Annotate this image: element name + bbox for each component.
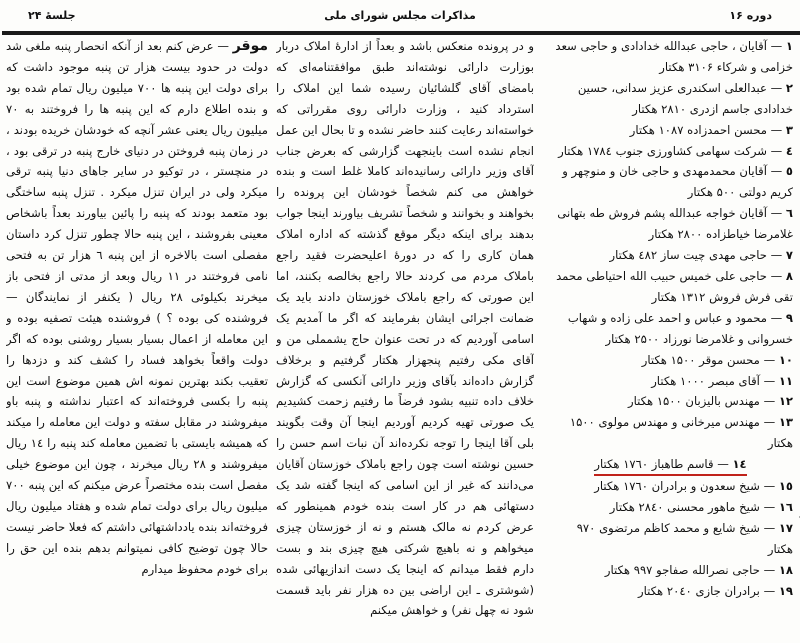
- item-number: ۳: [785, 122, 793, 137]
- entry-text-wrap: [557, 206, 793, 241]
- entry-text-wrap: [610, 248, 793, 262]
- item-text: حاجی علی خمیس حبیب الله احتیاطی محمد تقی فرش فروش ۱۳۱۲ هکتار: [556, 268, 793, 304]
- list-item: [548, 350, 793, 371]
- highlighted-entry: [594, 455, 746, 476]
- speaker-name: موقر: [232, 38, 268, 54]
- land-allocation-list: [548, 36, 793, 643]
- item-number: ۱: [785, 39, 793, 53]
- item-text: آقایان ، حاجی عبدالله خدادادی و حاجی سعد خزامی و شرکاء ۳۱۰۶ هکتار: [555, 39, 793, 74]
- list-item: [548, 391, 793, 412]
- item-dash: —: [770, 122, 783, 137]
- entry-text-wrap: [630, 123, 793, 137]
- list-item: [548, 308, 793, 350]
- entry-text-wrap: [578, 81, 793, 116]
- entry-text-wrap: [577, 521, 793, 556]
- item-number: ۱۷: [778, 520, 793, 535]
- entry-text-wrap: [570, 415, 793, 450]
- list-item: [548, 476, 793, 497]
- item-dash: —: [770, 39, 783, 53]
- list-item: [548, 245, 793, 266]
- item-dash: —: [717, 457, 729, 472]
- item-text: شیخ شایع و محمد کاظم مرتضوی ۹۷۰ هکتار: [576, 520, 793, 556]
- entry-text-wrap: [651, 374, 793, 388]
- item-text: برادران جازی ۲۰٤۰ هکتار: [638, 583, 760, 598]
- item-dash: —: [763, 352, 776, 367]
- item-number: ۱۳: [778, 415, 793, 430]
- item-text: محسن احمدزاده ۱۰۸۷ هکتار: [629, 122, 767, 137]
- entry-text-wrap: [562, 164, 793, 199]
- item-dash: —: [770, 164, 783, 179]
- item-dash: —: [763, 583, 776, 598]
- item-number: ۱۸: [778, 562, 793, 577]
- entry-text-wrap: [568, 311, 793, 346]
- item-dash: —: [763, 394, 776, 409]
- item-dash: —: [770, 206, 783, 221]
- item-dash: —: [770, 248, 783, 263]
- item-text: آقایان محمدمهدی و حاجی خان و منوچهر و کریم دولتی ۵۰۰ هکتار: [562, 164, 793, 200]
- page-title: مذاکرات مجلس شورای ملی: [324, 9, 476, 22]
- list-item: [548, 36, 793, 78]
- item-number: ۸: [785, 268, 793, 283]
- item-dash: —: [763, 373, 776, 388]
- list-item: [548, 141, 793, 162]
- item-number: ٤: [785, 143, 793, 158]
- item-number: ۲: [785, 80, 793, 95]
- item-dash: —: [763, 415, 776, 430]
- item-text: محسن موقر ۱۵۰۰ هکتار: [641, 352, 760, 367]
- list-item: [548, 581, 793, 602]
- item-dash: —: [770, 310, 783, 325]
- item-text: قاسم طاهباز ۱۷٦۰ هکتار: [594, 457, 714, 472]
- item-text: مهندس بالیزبان ۱۵۰۰ هکتار: [627, 394, 760, 409]
- item-number: ۱۹: [778, 583, 793, 598]
- item-text: محمود و عباس و احمد علی زاده و شهاب خسروانی و غلامرضا نورزاد ۲۵۰۰ هکتار: [567, 310, 793, 346]
- entry-text-wrap: [556, 269, 793, 304]
- item-number: ٥: [785, 164, 793, 179]
- item-number: ۱۰: [778, 352, 793, 367]
- item-number: ۷: [785, 248, 793, 263]
- item-text: شرکت سهامی کشاورزی جنوب ۱۷۸٤ هکتار: [558, 143, 767, 158]
- list-item: [548, 371, 793, 392]
- list-item: [548, 454, 793, 476]
- item-number: ۹: [785, 310, 793, 325]
- item-dash: —: [770, 80, 783, 95]
- list-item: [548, 497, 793, 518]
- entry-text-wrap: [558, 144, 793, 158]
- entry-text-wrap: [605, 563, 793, 577]
- speaker-dash: —: [217, 39, 229, 53]
- item-text: حاجی مهدی چیت ساز ٤۸۲ هکتار: [609, 248, 767, 263]
- list-item: [548, 120, 793, 141]
- session-period: دوره ۱۶: [729, 9, 772, 22]
- list-item: [548, 203, 793, 245]
- list-item: [548, 161, 793, 203]
- entry-text-wrap: [638, 584, 793, 598]
- item-number: ۱٤: [732, 457, 747, 472]
- item-dash: —: [770, 143, 783, 158]
- entry-text-wrap: [628, 394, 793, 408]
- item-text: عبدالعلی اسکندری عزیز سدانی، حسین خدادادی جاسم ازدری ۲۸۱۰ هکتار: [577, 80, 793, 116]
- list-item: [548, 266, 793, 308]
- page-header: [0, 0, 800, 26]
- item-dash: —: [763, 479, 776, 494]
- item-dash: —: [763, 500, 776, 515]
- item-number: ٦: [785, 206, 793, 221]
- item-dash: —: [763, 562, 776, 577]
- entry-text-wrap: [642, 353, 793, 367]
- item-text: حاجی نصرالله صفاجو ۹۹۷ هکتار: [604, 562, 760, 577]
- item-dash: —: [763, 520, 776, 535]
- item-number: ۱٥: [778, 479, 793, 494]
- list-item: [548, 412, 793, 454]
- list-item: [548, 560, 793, 581]
- middle-column: [276, 36, 534, 643]
- left-paragraph: [6, 36, 268, 580]
- entry-text-wrap: [555, 39, 793, 74]
- left-paragraph-text: عرض کنم بعد از آنکه انحصار پنبه ملغی شد دولت در حدود بیست هزار تن پنبه موجود داشت که برای دولت این پنبه ها ۷۰۰ میلیون ریال تمام شده بود و بنده اطلاع دارم که این پنبه ها را فروختند به ۷۰ میلیون ریال یعنی عشر آنچه که خودشان خریده بودند ، در زمان پنبه فروختن در دنیای خارج پنبه در ترقی بود ، در منچستر ، در توکیو در سایر جاهای دنیا پنبه ترقی میکرد ولی در ایران تنزل میکرد . تنزل پنبه ساختگی بود متعمد بودند که پنبه را پائین بیاورند بعداً باشخاص معینی بفروشند ، این پنبه حالا چطور تنزل کرد داستان مفصلی است بالاخره از این پنبه ٦ هزار تن به فتحی نامی فروختند در ۱۱ ریال وبعد از مدتی از فتحی باز میخرند بکیلوئی ۲۸ ریال ( یکنفر از نمایندگان — فروشنده کی بوده ؟ ) فروشنده هیئت تصفیه بوده و این معامله از اعمال بسیار بسیار روشنی بوده که اگر دولت واقعاً بخواهد فساد را کشف کند و دزدها را تعقیب بکند بهترین نمونه اش همین موضوع است این پنبه را بکسی فروخته‌اند که اعتبار نداشته و پنبه باو میفروشند در مقابل سفته و دولت این معامله را میکند که همیشه بایستی با تضمین معامله کند پنبه را ۱٤ ریال میفروشند و ۲۸ ریال میخرند ، چون این موضوع خیلی مفصل است بنده مختصراً عرض میکنم که این پنبه ۷۰۰ میلیون ریال برای دولت تمام شده و هفتاد میلیون ریال فروخته‌اند بنده یادداشتهائی داشتم که فعلا حاضر نیست حالا چون توضیح کافی نمیتوانم بدهم بنده این حق را برای خودم محفوظ میدارم: [6, 39, 268, 576]
- item-dash: —: [770, 268, 783, 283]
- item-text: شیخ سعدون و برادران ۱۷٦۰ هکتار: [594, 479, 760, 494]
- item-number: ۱۱: [778, 373, 793, 388]
- list-item: [548, 518, 793, 560]
- item-number: ۱۲: [778, 394, 793, 409]
- middle-paragraph: و در پرونده منعکس باشد و بعداً از ادارهٔ املاک دربار بوزارت دارائی نوشته‌اند طبق موافقتنامه‌ای که بامضای آقای گلشائیان رسیده شما این املاک را استرداد کنید ، وزارت دارائی روی مقرراتی که خواسته‌اند رعایت کنند حاضر نشده و تا بحال این عمل انجام نشده است باینجهت گزارشی که بعرض جناب آقای وزیر دارائی رسانیده‌اند کاملا غلط است و بنده خواهش می کنم شخصاً خودشان این پرونده را بخواهند و بخوانند و شخصاً تشریف بیاورند اینجا جواب بدهند برای اینکه دیگر موقع گذشته که اداره املاک همان کاری را که در دورهٔ اعلیحضرت فقید راجع باملاک مردم می کردند حالا راجع بخالصه بکنند، اما این صورتی که راجع باملاک خوزستان دادند باید یک ضمانت اجرائی ایشان بفرمایند که اگر ما آمدیم یک اسامی آوردیم که در تحت عنوان حاج یشمملی من و آقای مکی رفتیم پنجهزار هکتار گرفتیم و برخلاف گزارش داده‌اند بآقای وزیر دارائی آنکسی که گزارش خلاف داده تنبیه بشود فرضاً ما رفتیم زحمت کشیدیم یک صورتی تهیه کردیم آوردیم اینجا آن وقت بگویند بلی آقا اینجا را توجه نکرده‌اند آن نبات اسم حسن را حسین نوشته است چون راجع باملاک خوزستان آقایان می‌دانند که غیر از این اسامی که اینجا گفته شد یک دستهائی هم در کار است بنده خودم همینطور که عرض کردم نه مالک هستم و نه از خوزستان چیزی میخواهم و نه باهیچ شرکتی هیچ چیزی بند و بست دارم فقط میدانم که اینجا یک دست اندازیهائی شده (شوشتری ـ این اراضی بین ده هزار نفر باید قسمت شود نه چهل نفر) و خواهش میکنم: [276, 39, 534, 618]
- item-text: مهندس میرخانی و مهندس مولوی ۱۵۰۰ هکتار: [569, 415, 793, 451]
- item-text: شیخ ماهور محسنی ۲۸٤۰ هکتار: [609, 500, 760, 515]
- entry-text-wrap: [594, 479, 793, 493]
- session-number: جلسهٔ ۲۴: [28, 9, 76, 22]
- item-number: ۱٦: [778, 500, 793, 515]
- header-rule: [2, 31, 800, 35]
- item-text: آقای مبصر ۱۰۰۰ هکتار: [651, 373, 760, 388]
- left-column: [6, 36, 268, 643]
- list-item: [548, 78, 793, 120]
- item-text: آقایان خواجه عبدالله پشم فروش طه بتهانی غلامرضا خیاطزاده ۲۸۰۰ هکتار: [557, 206, 793, 242]
- entry-text-wrap: [610, 500, 793, 514]
